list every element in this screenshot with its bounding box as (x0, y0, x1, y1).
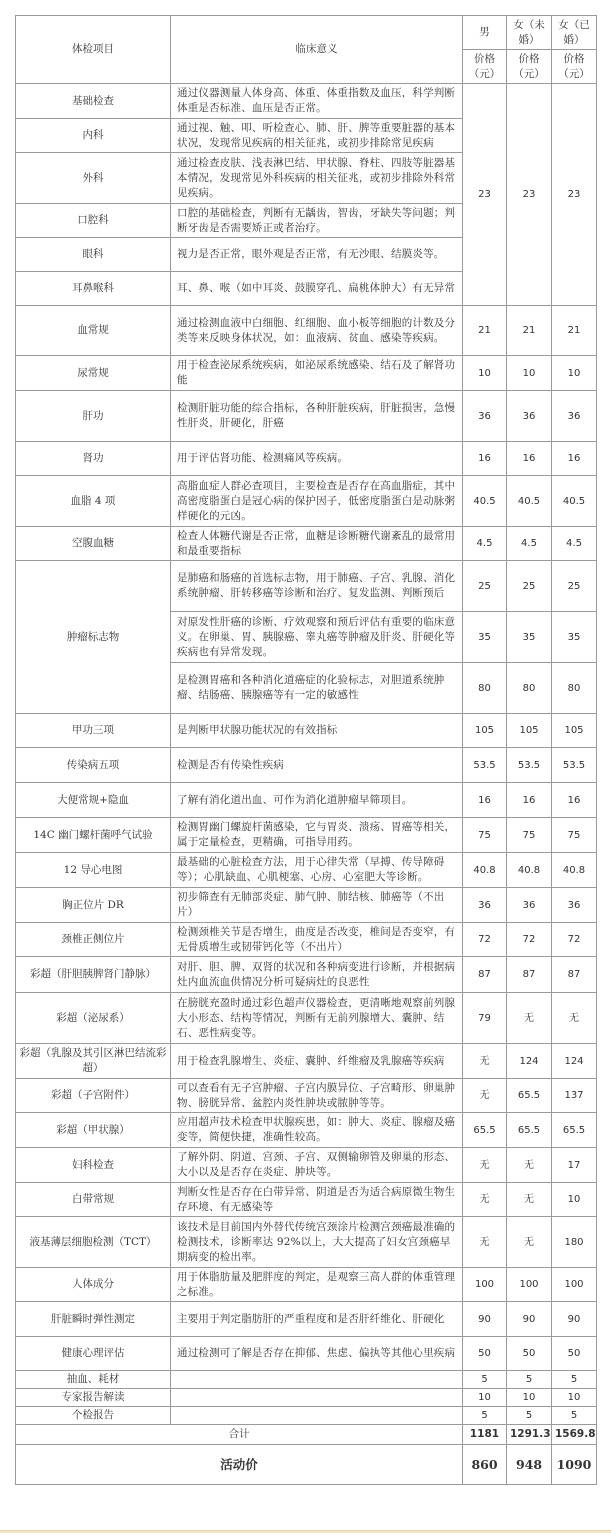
price-female-married: 10 (552, 1183, 597, 1217)
item-name: 空腹血糖 (16, 527, 171, 561)
price-female-married: 36 (552, 888, 597, 923)
price-male: 无 (463, 1217, 507, 1268)
table-row (16, 853, 597, 888)
price-male: 5 (463, 1407, 507, 1425)
price-female-married: 87 (552, 957, 597, 993)
item-meaning: 检测肝脏功能的综合指标，各种肝脏疾病，肝脏损害，急慢性肝炎，肝硬化，肝癌 (171, 391, 463, 442)
price-female-married: 25 (552, 561, 597, 612)
price-male: 79 (463, 993, 507, 1044)
price-female-unmarried: 23 (507, 84, 552, 306)
item-meaning: 检测是否有传染性疾病 (171, 748, 463, 783)
price-male: 无 (463, 1044, 507, 1079)
item-meaning: 检测胃幽门螺旋杆菌感染，它与胃炎、溃疡、胃癌等相关，属于定量检查，更精确，可指导用药。 (171, 818, 463, 853)
item-name: 内科 (16, 119, 171, 153)
item-meaning: 是肺癌和肠癌的首选标志物，用于肺癌、子宫、乳腺、消化系统肿瘤、肝转移癌等诊断和治疗、复发监测、判断预后 (171, 561, 463, 612)
page-bottom-border (0, 1530, 611, 1533)
price-female-married: 16 (552, 783, 597, 818)
table-row (16, 1371, 597, 1389)
price-male: 23 (463, 84, 507, 306)
price-female-married: 40.5 (552, 476, 597, 527)
item-meaning: 用于检查泌尿系统疾病，如泌尿系统感染、结石及了解肾功能 (171, 356, 463, 391)
price-female-unmarried: 16 (507, 442, 552, 476)
total-label: 合计 (16, 1425, 463, 1445)
table-row (16, 888, 597, 923)
price-male: 10 (463, 356, 507, 391)
header-price-unit: 价格（元） (552, 50, 597, 84)
item-name: 血脂 4 项 (16, 476, 171, 527)
table-row (16, 1044, 597, 1079)
header-male: 男 (463, 16, 507, 50)
price-female-married: 40.8 (552, 853, 597, 888)
price-female-unmarried: 25 (507, 561, 552, 612)
item-name: 健康心理评估 (16, 1337, 171, 1371)
item-meaning: 视力是否正常，眼外观是否正常，有无沙眼、结膜炎等。 (171, 238, 463, 272)
price-female-married: 16 (552, 442, 597, 476)
price-male: 36 (463, 888, 507, 923)
item-meaning: 对肝、胆、脾、双肾的状况和各种病变进行诊断，并根据病灶内血流血供情况分析可疑病灶的良恶性 (171, 957, 463, 993)
item-meaning: 口腔的基础检查，判断有无龋齿，智齿，牙缺失等问题；判断牙齿是否需要矫正或者治疗。 (171, 204, 463, 238)
header-female-married: 女（已婚） (552, 16, 597, 50)
item-name: 液基薄层细胞检测（TCT） (16, 1217, 171, 1268)
table-row (16, 1268, 597, 1302)
price-female-married: 4.5 (552, 527, 597, 561)
item-meaning (171, 1407, 463, 1425)
item-meaning: 主要用于判定脂肪肝的严重程度和是否肝纤维化、肝硬化 (171, 1302, 463, 1337)
price-female-married: 17 (552, 1148, 597, 1183)
item-name: 彩超（泌尿系） (16, 993, 171, 1044)
price-female-unmarried: 40.8 (507, 853, 552, 888)
table-row (16, 714, 597, 748)
price-female-unmarried: 5 (507, 1371, 552, 1389)
item-name: 大便常规+隐血 (16, 783, 171, 818)
promo-male: 860 (463, 1445, 507, 1485)
item-name: 妇科检查 (16, 1148, 171, 1183)
table-row (16, 1389, 597, 1407)
price-female-unmarried: 75 (507, 818, 552, 853)
price-female-unmarried: 无 (507, 1217, 552, 1268)
price-female-married: 5 (552, 1371, 597, 1389)
table-row (16, 748, 597, 783)
price-female-married: 36 (552, 391, 597, 442)
item-meaning: 高脂血症人群必查项目，主要检查是否存在高血脂症，其中高密度脂蛋白是冠心病的保护因子，低密度脂蛋白是动脉粥样硬化的元凶。 (171, 476, 463, 527)
item-meaning: 是检测胃癌和各种消化道癌症的化验标志，对胆道系统肿瘤、结肠癌、胰腺癌等有一定的敏感性 (171, 663, 463, 714)
price-male: 16 (463, 783, 507, 818)
table-row (16, 527, 597, 561)
price-female-unmarried: 35 (507, 612, 552, 663)
promo-female-unmarried: 948 (507, 1445, 552, 1485)
price-female-married: 53.5 (552, 748, 597, 783)
price-male: 无 (463, 1183, 507, 1217)
header-price-unit: 价格（元） (463, 50, 507, 84)
promo-label: 活动价 (16, 1445, 463, 1485)
price-female-unmarried: 10 (507, 1389, 552, 1407)
table-row (16, 818, 597, 853)
total-female-unmarried: 1291.3 (507, 1425, 552, 1445)
price-female-unmarried: 无 (507, 993, 552, 1044)
price-female-unmarried: 50 (507, 1337, 552, 1371)
price-female-unmarried: 4.5 (507, 527, 552, 561)
price-female-married: 80 (552, 663, 597, 714)
item-name: 眼科 (16, 238, 171, 272)
table-row (16, 1113, 597, 1148)
price-female-married: 35 (552, 612, 597, 663)
price-female-unmarried: 无 (507, 1148, 552, 1183)
price-male: 100 (463, 1268, 507, 1302)
price-female-unmarried: 40.5 (507, 476, 552, 527)
item-meaning: 用于检查乳腺增生、炎症、囊肿、纤维瘤及乳腺癌等疾病 (171, 1044, 463, 1079)
header-meaning: 临床意义 (171, 16, 463, 84)
price-female-unmarried: 87 (507, 957, 552, 993)
price-female-unmarried: 80 (507, 663, 552, 714)
price-female-married: 100 (552, 1268, 597, 1302)
price-male: 50 (463, 1337, 507, 1371)
price-female-married: 10 (552, 356, 597, 391)
price-female-unmarried: 5 (507, 1407, 552, 1425)
table-row (16, 356, 597, 391)
price-female-unmarried: 65.5 (507, 1113, 552, 1148)
item-meaning: 检查人体糖代谢是否正常，血糖是诊断糖代谢紊乱的最常用和最重要指标 (171, 527, 463, 561)
item-name: 甲功三项 (16, 714, 171, 748)
item-name: 传染病五项 (16, 748, 171, 783)
price-female-unmarried: 无 (507, 1183, 552, 1217)
price-male: 无 (463, 1148, 507, 1183)
item-meaning: 通过视、触、叩、听检查心、肺、肝、脾等重要脏器的基本状况，发现常见疾病的相关征兆，或初步排除常见疾病 (171, 119, 463, 153)
item-name: 彩超（乳腺及其引区淋巴结流彩超） (16, 1044, 171, 1079)
table-row (16, 476, 597, 527)
item-meaning: 用于体脂肪量及肥胖度的判定，是观察三高人群的体重管理之标准。 (171, 1268, 463, 1302)
price-female-married: 10 (552, 1389, 597, 1407)
item-name: 肝功 (16, 391, 171, 442)
table-row (16, 1407, 597, 1425)
price-table (15, 15, 597, 1485)
total-row (16, 1425, 597, 1445)
item-name: 肾功 (16, 442, 171, 476)
header-row (16, 16, 597, 50)
item-name: 颈椎正侧位片 (16, 923, 171, 957)
item-meaning: 该技术是目前国内外替代传统宫颈涂片检测宫颈癌最准确的检测技术，诊断率达 92%以上，大大提高了妇女宫颈癌早期病变的检出率。 (171, 1217, 463, 1268)
item-meaning: 判断女性是否存在白带异常、阴道是否为适合病原微生物生存环境、有无感染等 (171, 1183, 463, 1217)
item-name: 尿常规 (16, 356, 171, 391)
price-male: 53.5 (463, 748, 507, 783)
item-name: 专家报告解读 (16, 1389, 171, 1407)
price-male: 90 (463, 1302, 507, 1337)
table-row (16, 1302, 597, 1337)
item-name: 白带常规 (16, 1183, 171, 1217)
table-row (16, 993, 597, 1044)
promo-row (16, 1445, 597, 1485)
table-row (16, 84, 597, 119)
price-male: 36 (463, 391, 507, 442)
item-name: 彩超（甲状腺） (16, 1113, 171, 1148)
table-row (16, 1183, 597, 1217)
price-female-unmarried: 10 (507, 356, 552, 391)
item-meaning: 应用超声技术检查甲状腺疾患，如：肿大、炎症、腺瘤及癌变等，简便快捷，准确性较高。 (171, 1113, 463, 1148)
price-male: 16 (463, 442, 507, 476)
price-male: 65.5 (463, 1113, 507, 1148)
price-female-unmarried: 21 (507, 306, 552, 356)
price-female-married: 21 (552, 306, 597, 356)
price-female-married: 90 (552, 1302, 597, 1337)
promo-female-married: 1090 (552, 1445, 597, 1485)
item-meaning: 最基础的心脏检查方法，用于心律失常（早搏、传导障碍等）；心肌缺血、心肌梗塞、心房、心室肥大等诊断。 (171, 853, 463, 888)
price-female-married: 180 (552, 1217, 597, 1268)
price-male: 105 (463, 714, 507, 748)
price-female-unmarried: 36 (507, 888, 552, 923)
price-female-married: 23 (552, 84, 597, 306)
header-female-unmarried: 女（未婚） (507, 16, 552, 50)
price-male: 40.8 (463, 853, 507, 888)
table-row (16, 1148, 597, 1183)
item-name: 抽血、耗材 (16, 1371, 171, 1389)
price-female-married: 无 (552, 993, 597, 1044)
price-male: 75 (463, 818, 507, 853)
header-price-unit: 价格（元） (507, 50, 552, 84)
price-female-unmarried: 16 (507, 783, 552, 818)
price-male: 25 (463, 561, 507, 612)
item-name: 12 导心电图 (16, 853, 171, 888)
price-male: 80 (463, 663, 507, 714)
item-meaning: 用于评估肾功能、检测痛风等疾病。 (171, 442, 463, 476)
item-meaning: 检测颈椎关节是否增生，曲度是否改变，椎间是否变窄，有无骨质增生或韧带钙化等（不出片） (171, 923, 463, 957)
item-name: 彩超（肝胆胰脾肾门静脉） (16, 957, 171, 993)
total-female-married: 1569.8 (552, 1425, 597, 1445)
price-female-married: 105 (552, 714, 597, 748)
item-meaning: 通过仪器测量人体身高、体重、体重指数及血压，科学判断体重是否标准、血压是否正常。 (171, 84, 463, 119)
price-male: 40.5 (463, 476, 507, 527)
price-female-unmarried: 100 (507, 1268, 552, 1302)
header-item: 体检项目 (16, 16, 171, 84)
table-row (16, 391, 597, 442)
item-meaning: 通过检测可了解是否存在抑郁、焦虑、偏执等其他心里疾病 (171, 1337, 463, 1371)
item-meaning: 通过检查皮肤、浅表淋巴结、甲状腺、脊柱、四肢等脏器基本情况，发现常见外科疾病的相关征兆，或初步排除外科常见疾病。 (171, 153, 463, 204)
item-meaning (171, 1371, 463, 1389)
price-male: 87 (463, 957, 507, 993)
item-name: 个检报告 (16, 1407, 171, 1425)
price-female-unmarried: 124 (507, 1044, 552, 1079)
price-female-married: 5 (552, 1407, 597, 1425)
total-male: 1181 (463, 1425, 507, 1445)
table-row (16, 1217, 597, 1268)
price-male: 35 (463, 612, 507, 663)
item-meaning: 耳、鼻、喉（如中耳炎、鼓膜穿孔、扁桃体肿大）有无异常 (171, 272, 463, 306)
price-female-unmarried: 53.5 (507, 748, 552, 783)
price-female-married: 75 (552, 818, 597, 853)
item-meaning: 了解有消化道出血、可作为消化道肿瘤早筛项目。 (171, 783, 463, 818)
table-row (16, 442, 597, 476)
price-female-unmarried: 105 (507, 714, 552, 748)
item-name: 耳鼻喉科 (16, 272, 171, 306)
item-name: 彩超（子宫附件） (16, 1079, 171, 1113)
item-name: 口腔科 (16, 204, 171, 238)
item-meaning (171, 1389, 463, 1407)
table-row (16, 561, 597, 612)
price-female-married: 50 (552, 1337, 597, 1371)
item-meaning: 通过检测血液中白细胞、红细胞、血小板等细胞的计数及分类等来反映身体状况，如：血液病、贫血、感染等疾病。 (171, 306, 463, 356)
price-female-unmarried: 72 (507, 923, 552, 957)
item-meaning: 了解外阴、阴道、宫颈、子宫、双侧输卵管及卵巢的形态、大小以及是否存在炎症、肿块等。 (171, 1148, 463, 1183)
price-female-married: 72 (552, 923, 597, 957)
price-female-married: 65.5 (552, 1113, 597, 1148)
price-female-married: 137 (552, 1079, 597, 1113)
table-row (16, 306, 597, 356)
item-meaning: 在膀胱充盈时通过彩色超声仪器检查，更清晰地观察前列腺大小形态、结构等情况，判断有无前列腺增大、囊肿、结石、恶性病变等。 (171, 993, 463, 1044)
item-name: 外科 (16, 153, 171, 204)
table-row (16, 1337, 597, 1371)
item-name: 14C 幽门螺杆菌呼气试验 (16, 818, 171, 853)
item-meaning: 初步筛查有无肺部炎症、肺气肿、肺结核、肺癌等（不出片） (171, 888, 463, 923)
price-male: 4.5 (463, 527, 507, 561)
item-name: 基础检查 (16, 84, 171, 119)
table-row (16, 923, 597, 957)
item-name: 肿瘤标志物 (16, 561, 171, 714)
item-name: 胸正位片 DR (16, 888, 171, 923)
price-male: 72 (463, 923, 507, 957)
price-female-married: 124 (552, 1044, 597, 1079)
price-male: 无 (463, 1079, 507, 1113)
item-meaning: 对原发性肝癌的诊断、疗效观察和预后评估有重要的临床意义。在卵巢、胃、胰腺癌、睾丸癌等肿瘤及肝炎、肝硬化等疾病也有异常发现。 (171, 612, 463, 663)
price-female-unmarried: 65.5 (507, 1079, 552, 1113)
item-meaning: 可以查看有无子宫肿瘤、子宫内膜异位、子宫畸形、卵巢肿物、膀胱异常、盆腔内炎性肿块或脓肿等等。 (171, 1079, 463, 1113)
table-row (16, 1079, 597, 1113)
item-name: 血常规 (16, 306, 171, 356)
price-female-unmarried: 36 (507, 391, 552, 442)
item-name: 肝脏瞬时弹性测定 (16, 1302, 171, 1337)
item-name: 人体成分 (16, 1268, 171, 1302)
price-male: 21 (463, 306, 507, 356)
table-row (16, 783, 597, 818)
price-female-unmarried: 90 (507, 1302, 552, 1337)
price-male: 5 (463, 1371, 507, 1389)
table-row (16, 957, 597, 993)
price-male: 10 (463, 1389, 507, 1407)
item-meaning: 是判断甲状腺功能状况的有效指标 (171, 714, 463, 748)
